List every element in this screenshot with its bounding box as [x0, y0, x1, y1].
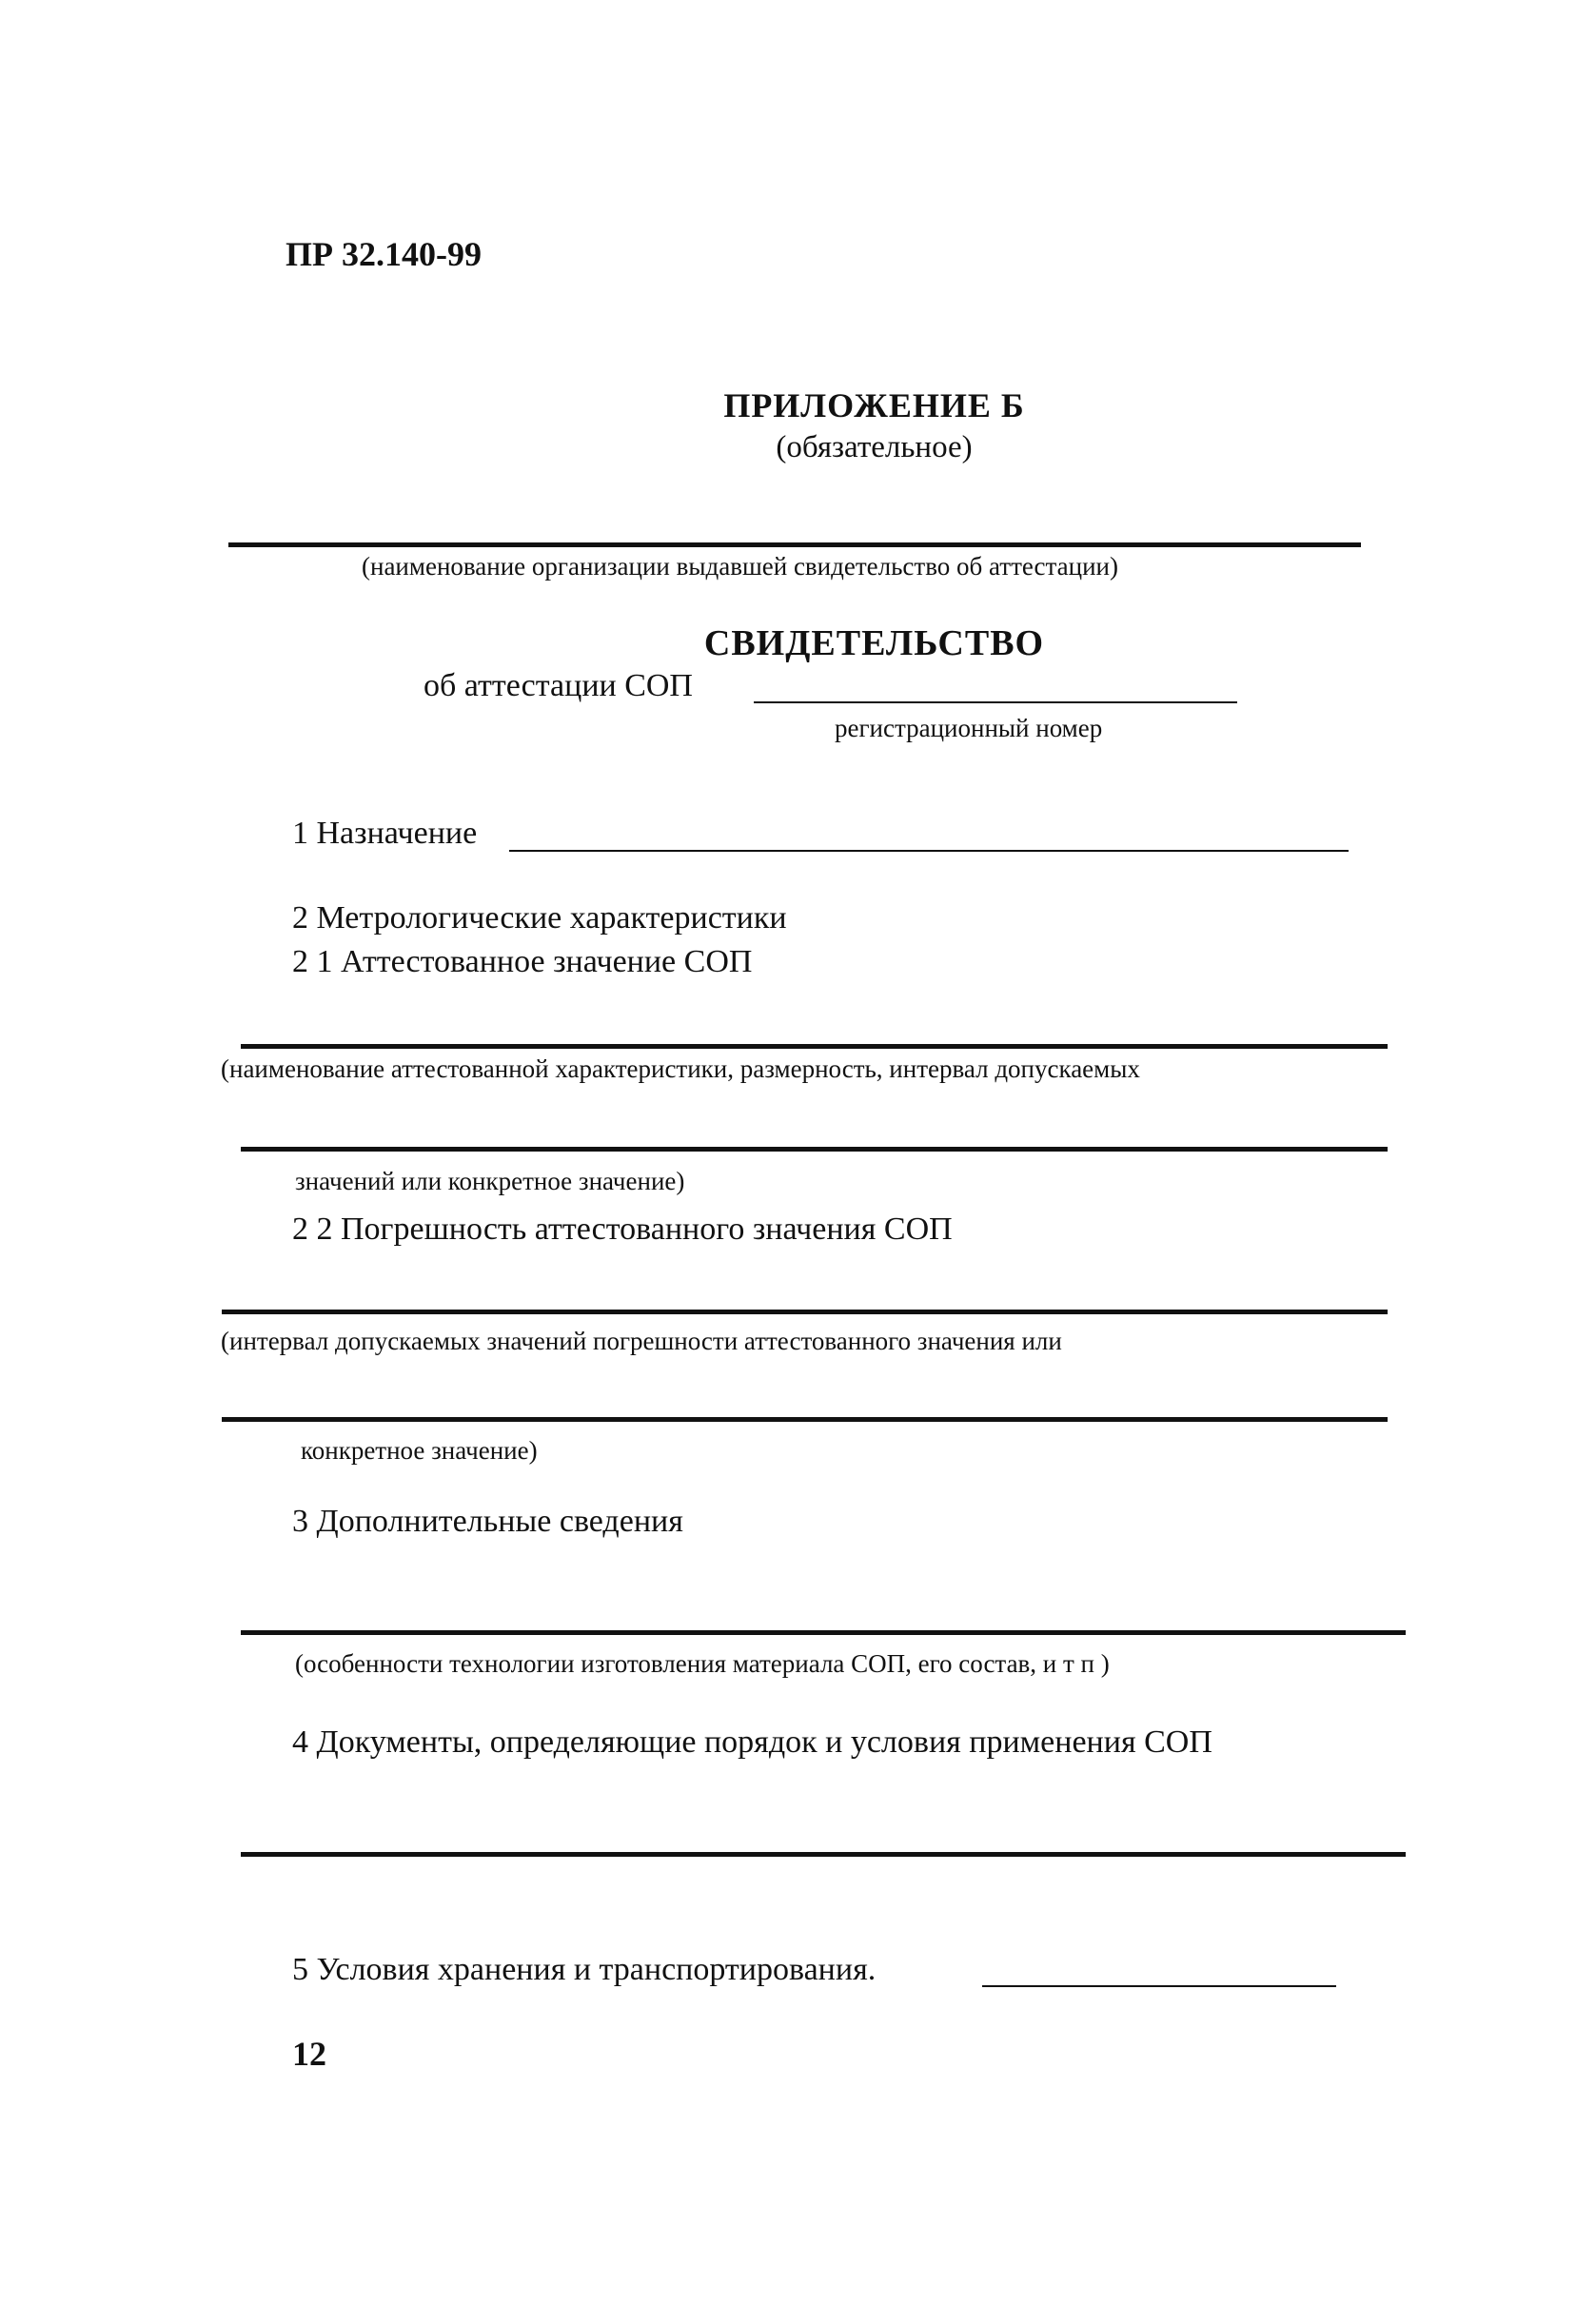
section-2-1-caption-b: значений или конкретное значение) [295, 1167, 685, 1195]
registration-number-line [754, 701, 1237, 703]
section-1-fill-line [509, 850, 1349, 852]
section-2-2-caption-b: конкретное значение) [301, 1436, 538, 1465]
section-2-2-fill-line-2 [222, 1417, 1388, 1422]
section-5-label: 5 Условия хранения и транспортирования. [292, 1952, 877, 1987]
section-2-2-label: 2 2 Погрешность аттестованного значения СОП [292, 1212, 953, 1247]
document-code: ПР 32.140-99 [286, 235, 482, 273]
section-2-2-caption-a: (интервал допускаемых значений погрешности аттестованного значения или [221, 1327, 1062, 1355]
organization-caption: (наименование организации выдавшей свидетельство об аттестации) [362, 552, 1118, 581]
section-4-fill-line [241, 1852, 1406, 1857]
section-2-1-fill-line-1 [241, 1044, 1388, 1049]
certificate-subtitle: об аттестации СОП [424, 668, 693, 703]
section-2-1-label: 2 1 Аттестованное значение СОП [292, 944, 753, 979]
page-number: 12 [292, 2035, 326, 2073]
organization-fill-line [228, 542, 1361, 547]
section-1-label: 1 Назначение [292, 816, 478, 851]
section-2-1-fill-line-2 [241, 1147, 1388, 1152]
certificate-title: СВИДЕТЕЛЬСТВО [703, 623, 1045, 663]
section-2-label: 2 Метрологические характеристики [292, 900, 787, 936]
section-2-2-fill-line-1 [222, 1310, 1388, 1314]
section-4-label: 4 Документы, определяющие порядок и условия применения СОП [292, 1724, 1212, 1760]
appendix-title: ПРИЛОЖЕНИЕ Б [723, 386, 1025, 424]
section-3-fill-line [241, 1630, 1406, 1635]
appendix-subtitle: (обязательное) [776, 430, 973, 464]
section-3-label: 3 Дополнительные сведения [292, 1504, 683, 1539]
section-5-fill-line [982, 1985, 1336, 1987]
registration-number-caption: регистрационный номер [835, 714, 1103, 742]
section-2-1-caption-a: (наименование аттестованной характеристики, размерность, интервал допускаемых [221, 1054, 1140, 1083]
section-3-caption: (особенности технологии изготовления материала СОП, его состав, и т п ) [295, 1649, 1110, 1678]
